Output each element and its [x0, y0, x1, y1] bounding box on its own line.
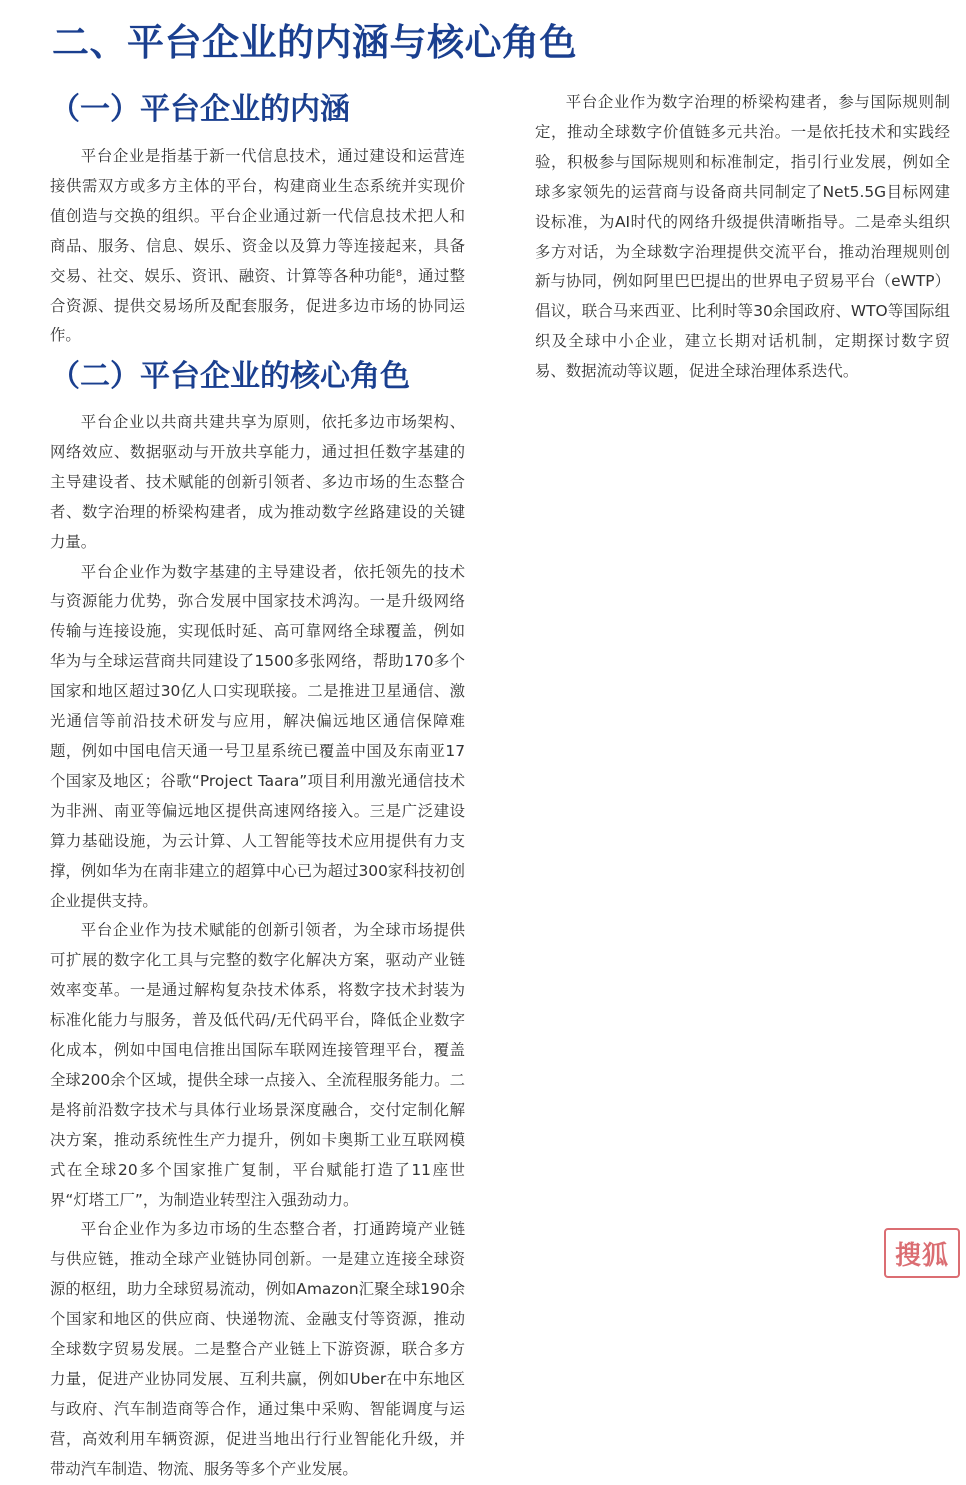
right-column — [535, 88, 950, 387]
paragraph: 平台企业以共商共建共享为原则，依托多边市场架构、网络效应、数据驱动与开放共享能力，通过担任数字基建的主导建设者、技术赋能的创新引领者、多边市场的生态整合者、数字治理的桥梁构建者，成为推动数字丝路建设的关键力量。 — [50, 413, 465, 551]
subsection-1-body — [50, 142, 465, 351]
watermark-stamp: 搜狐 — [884, 1228, 960, 1278]
subsection-2-body — [50, 408, 465, 1485]
subsection-title-1: （一）平台企业的内涵 — [50, 92, 350, 127]
section-title: 二、平台企业的内涵与核心角色 — [52, 21, 577, 64]
paragraph: 平台企业作为数字治理的桥梁构建者，参与国际规则制定，推动全球数字价值链多元共治。一是依托技术和实践经验，积极参与国际规则和标准制定，指引行业发展，例如全球多家领先的运营商与设备商共同制定了Net5.5G目标网建设标准，为AI时代的网络升级提供清晰指导。二是牵头组织多方对话，为全球数字治理提供交流平台，推动治理规则创新与协同，例如阿里巴巴提出的世界电子贸易平台（eWTP）倡议，联合马来西亚、比利时等30余国政府、WTO等国际组织及全球中小企业，建立长期对话机制，定期探讨数字贸易、数据流动等议题，促进全球治理体系迭代。 — [535, 93, 950, 381]
paragraph: 平台企业作为技术赋能的创新引领者，为全球市场提供可扩展的数字化工具与完整的数字化解决方案，驱动产业链效率变革。一是通过解构复杂技术体系，将数字技术封装为标准化能力与服务，普及低代码/无代码平台，降低企业数字化成本，例如中国电信推出国际车联网连接管理平台，覆盖全球200余个区域，提供全球一点接入、全流程服务能力。二是将前沿数字技术与具体行业场景深度融合，交付定制化解决方案，推动系统性生产力提升，例如卡奥斯工业互联网模式在全球20多个国家推广复制，平台赋能打造了11座世界“灯塔工厂”，为制造业转型注入强劲动力。 — [50, 921, 465, 1209]
paragraph: 平台企业是指基于新一代信息技术，通过建设和运营连接供需双方或多方主体的平台，构建商业生态系统并实现价值创造与交换的组织。平台企业通过新一代信息技术把人和商品、服务、信息、娱乐、资金以及算力等连接起来，具备交易、社交、娱乐、资讯、融资、计算等各种功能⁸，通过整合资源、提供交易场所及配套服务，促进多边市场的协同运作。 — [50, 147, 465, 345]
paragraph: 平台企业作为多边市场的生态整合者，打通跨境产业链与供应链，推动全球产业链协同创新。一是建立连接全球资源的枢纽，助力全球贸易流动，例如Amazon汇聚全球190余个国家和地区的供应商、快递物流、金融支付等资源，推动全球数字贸易发展。二是整合产业链上下游资源，联合多方力量，促进产业协同发展、互利共赢，例如Uber在中东地区与政府、汽车制造商等合作，通过集中采购、智能调度与运营，高效利用车辆资源，促进当地出行行业智能化升级，并带动汽车制造、物流、服务等多个产业发展。 — [50, 1220, 465, 1478]
paragraph: 平台企业作为数字基建的主导建设者，依托领先的技术与资源能力优势，弥合发展中国家技术鸿沟。一是升级网络传输与连接设施，实现低时延、高可靠网络全球覆盖，例如华为与全球运营商共同建设了1500多张网络，帮助170多个国家和地区超过30亿人口实现联接。二是推进卫星通信、激光通信等前沿技术研发与应用，解决偏远地区通信保障难题，例如中国电信天通一号卫星系统已覆盖中国及东南亚17个国家及地区；谷歌“Project Taara”项目利用激光通信技术为非洲、南亚等偏远地区提供高速网络接入。三是广泛建设算力基础设施，为云计算、人工智能等技术应用提供有力支撑，例如华为在南非建立的超算中心已为超过300家科技初创企业提供支持。 — [50, 562, 465, 910]
subsection-title-2: （二）平台企业的核心角色 — [50, 359, 410, 394]
